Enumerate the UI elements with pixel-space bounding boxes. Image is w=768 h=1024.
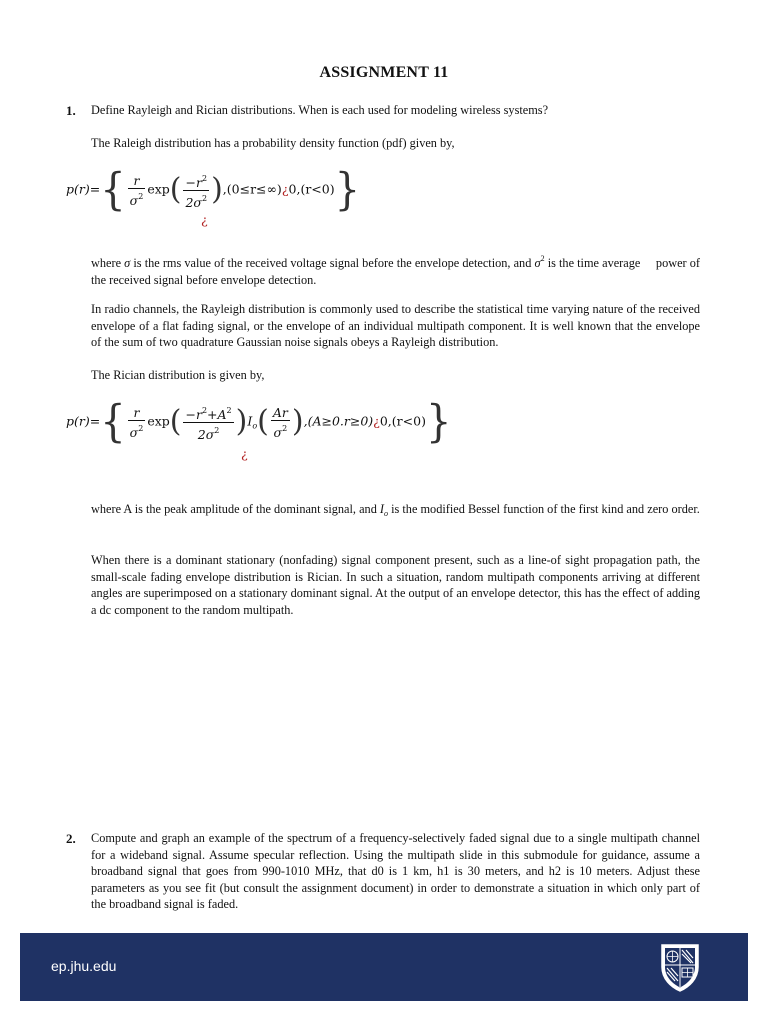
rician-usage: When there is a dominant stationary (nonfading) signal component present, such as a line-of sight propagation path, the small-scale fading envelope distribution is Rician. In such a situation, random multipath components arriving at different angles are superimposed on a stationary dominant signal. At the output of an envelope detector, this has the effect of adding a dc component to the random multipath.: [91, 553, 700, 617]
question-2-text: Compute and graph an example of the spectrum of a frequency-selectively faded signal due to a single multipath channel for a wideband signal. Assume specular reflection. Using the multipath slide in this submodule for guidance, assume a broadband signal that goes from 990-1010 MHz, that d0 is 1 km, h1 is 30 meters, and h2 is 10 meters. Adjust these parameters as you see fit (but consult the assignment document) in order to demonstrate a situation in which only part of the broadband signal is faded.: [91, 831, 700, 911]
rayleigh-equation: p(r)={ $\frac{r}{\sigma^2}$ exp( $\frac{-r^2}{2\sigma^2}$ ),(0≤r≤∞)¿0,(r<0)}: [66, 164, 361, 216]
rayleigh-intro: The Raleigh distribution has a probability density function (pdf) given by,: [91, 136, 455, 150]
footer-band: [20, 933, 748, 1001]
rician-equation-error-mark: ¿: [241, 446, 248, 461]
footer-url-link[interactable]: ep.jhu.edu: [51, 958, 117, 974]
page-title: ASSIGNMENT 11: [319, 64, 449, 81]
rayleigh-usage: In radio channels, the Rayleigh distribution is commonly used to describe the statistical time varying nature of the received envelope of a flat fading signal, or the envelope of an individual multipath component. It is well known that the envelope of the sum of two quadrature Gaussian noise signals obeys a Rayleigh distribution.: [91, 302, 700, 349]
rician-equation: p(r)={ $\frac{r}{\sigma^2}$ exp( $\frac{-r^2+A^2}{2\sigma^2}$ )$I_o$( $\frac{Ar}{\sigma^2}$ ),(A≥0.r≥0)¿0,(r<0)}: [66, 396, 452, 448]
rayleigh-equation-error-mark: ¿: [201, 212, 208, 227]
jhu-shield-icon: [658, 941, 702, 993]
rician-intro: The Rician distribution is given by,: [91, 368, 265, 382]
rayleigh-where: where σ is the rms value of the received voltage signal before the envelope detection, and $\sigma^2$ is the time average power of the received signal before envelope detection.: [91, 254, 701, 287]
question-2-number: 2.: [66, 831, 76, 846]
question-1-text: Define Rayleigh and Rician distributions. When is each used for modeling wireless systems?: [91, 103, 549, 117]
question-1-number: 1.: [66, 103, 76, 118]
rician-where: where A is the peak amplitude of the dominant signal, and $I_o$ is the modified Bessel function of the first kind and zero order.: [91, 502, 700, 518]
